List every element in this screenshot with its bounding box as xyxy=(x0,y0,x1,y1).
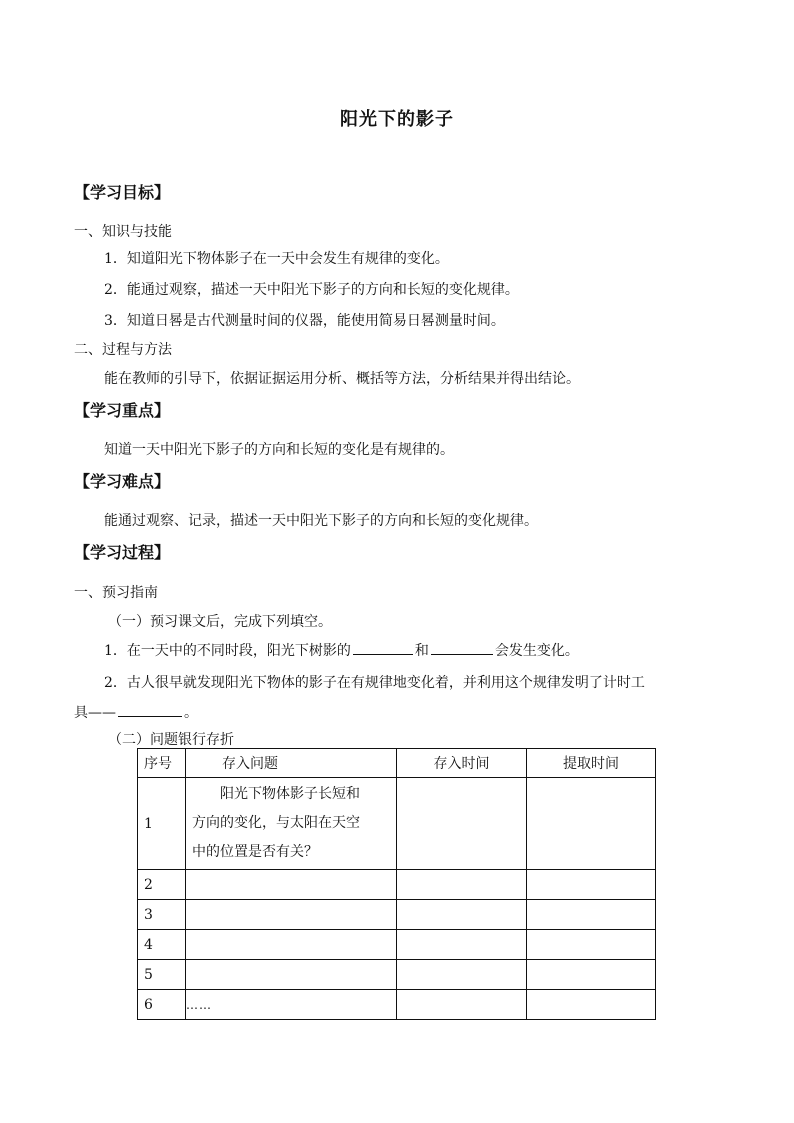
focus-text: 知道一天中阳光下影子的方向和长短的变化是有规律的。 xyxy=(104,442,454,458)
method-text: 能在教师的引导下，依据证据运用分析、概括等方法，分析结果并得出结论。 xyxy=(104,371,580,387)
section-focus: 【学习重点】 xyxy=(74,401,171,420)
question-cell xyxy=(186,778,397,870)
header-question: 存入问题 xyxy=(186,749,397,778)
preview-sub2: （二）问题银行存折 xyxy=(108,732,234,748)
withdraw-time-cell[interactable] xyxy=(527,900,656,930)
question-line-1: 阳光下物体影子长短和 xyxy=(220,786,360,802)
goal-item-2: 2．能通过观察，描述一天中阳光下影子的方向和长短的变化规律。 xyxy=(104,282,519,298)
table-row xyxy=(138,900,656,930)
header-deposit-time: 存入时间 xyxy=(397,749,527,778)
deposit-time-cell[interactable] xyxy=(397,930,527,960)
q1-text-a: 1．在一天中的不同时段，阳光下树影的 xyxy=(104,643,351,659)
fill-question-1 xyxy=(104,640,579,660)
row-number: 3 xyxy=(138,900,186,930)
table-row xyxy=(138,930,656,960)
knowledge-heading: 一、知识与技能 xyxy=(74,224,172,240)
method-heading: 二、过程与方法 xyxy=(74,342,172,358)
withdraw-time-cell[interactable] xyxy=(527,778,656,870)
fill-question-2 xyxy=(74,702,198,722)
deposit-time-cell[interactable] xyxy=(397,990,527,1020)
row-number: 4 xyxy=(138,930,186,960)
row-number: 2 xyxy=(138,870,186,900)
question-cell[interactable]: …… xyxy=(186,990,397,1020)
deposit-time-cell[interactable] xyxy=(397,870,527,900)
table-row xyxy=(138,960,656,990)
table-header-row xyxy=(138,749,656,778)
section-goals: 【学习目标】 xyxy=(74,183,171,202)
deposit-time-cell[interactable] xyxy=(397,960,527,990)
page-title: 阳光下的影子 xyxy=(340,109,454,130)
header-withdraw-time: 提取时间 xyxy=(527,749,656,778)
deposit-time-cell[interactable] xyxy=(397,900,527,930)
withdraw-time-cell[interactable] xyxy=(527,960,656,990)
question-cell[interactable] xyxy=(186,900,397,930)
question-bank-table xyxy=(137,748,656,1020)
question-cell[interactable] xyxy=(186,960,397,990)
withdraw-time-cell[interactable] xyxy=(527,870,656,900)
blank-1[interactable] xyxy=(353,642,413,655)
q1-text-c: 会发生变化。 xyxy=(494,643,579,659)
row-number: 1 xyxy=(138,778,186,870)
preview-sub1: （一）预习课文后，完成下列填空。 xyxy=(108,614,332,630)
section-difficulty: 【学习难点】 xyxy=(74,472,171,491)
question-cell[interactable] xyxy=(186,930,397,960)
difficulty-text: 能通过观察、记录，描述一天中阳光下影子的方向和长短的变化规律。 xyxy=(104,513,538,529)
q2-text-b: 。 xyxy=(184,705,198,721)
withdraw-time-cell[interactable] xyxy=(527,930,656,960)
header-serial: 序号 xyxy=(138,749,186,778)
table-row xyxy=(138,990,656,1020)
blank-2[interactable] xyxy=(431,642,493,655)
question-line-2: 方向的变化，与太阳在天空 xyxy=(192,815,360,831)
row-number: 6 xyxy=(138,990,186,1020)
preview-heading: 一、预习指南 xyxy=(74,585,158,601)
question-line-3: 中的位置是否有关？ xyxy=(192,844,318,860)
q2-text-a: 具—— xyxy=(74,705,116,721)
blank-3[interactable] xyxy=(118,704,182,717)
row-number: 5 xyxy=(138,960,186,990)
table-row xyxy=(138,870,656,900)
q2-line1: 2．古人很早就发现阳光下物体的影子在有规律地变化着，并利用这个规律发明了计时工 xyxy=(104,675,645,691)
section-process: 【学习过程】 xyxy=(74,543,171,562)
withdraw-time-cell[interactable] xyxy=(527,990,656,1020)
deposit-time-cell[interactable] xyxy=(397,778,527,870)
table-row xyxy=(138,778,656,870)
goal-item-1: 1．知道阳光下物体影子在一天中会发生有规律的变化。 xyxy=(104,251,449,267)
goal-item-3: 3．知道日晷是古代测量时间的仪器，能使用简易日晷测量时间。 xyxy=(104,313,505,329)
question-cell[interactable] xyxy=(186,870,397,900)
q1-text-b: 和 xyxy=(414,643,429,659)
